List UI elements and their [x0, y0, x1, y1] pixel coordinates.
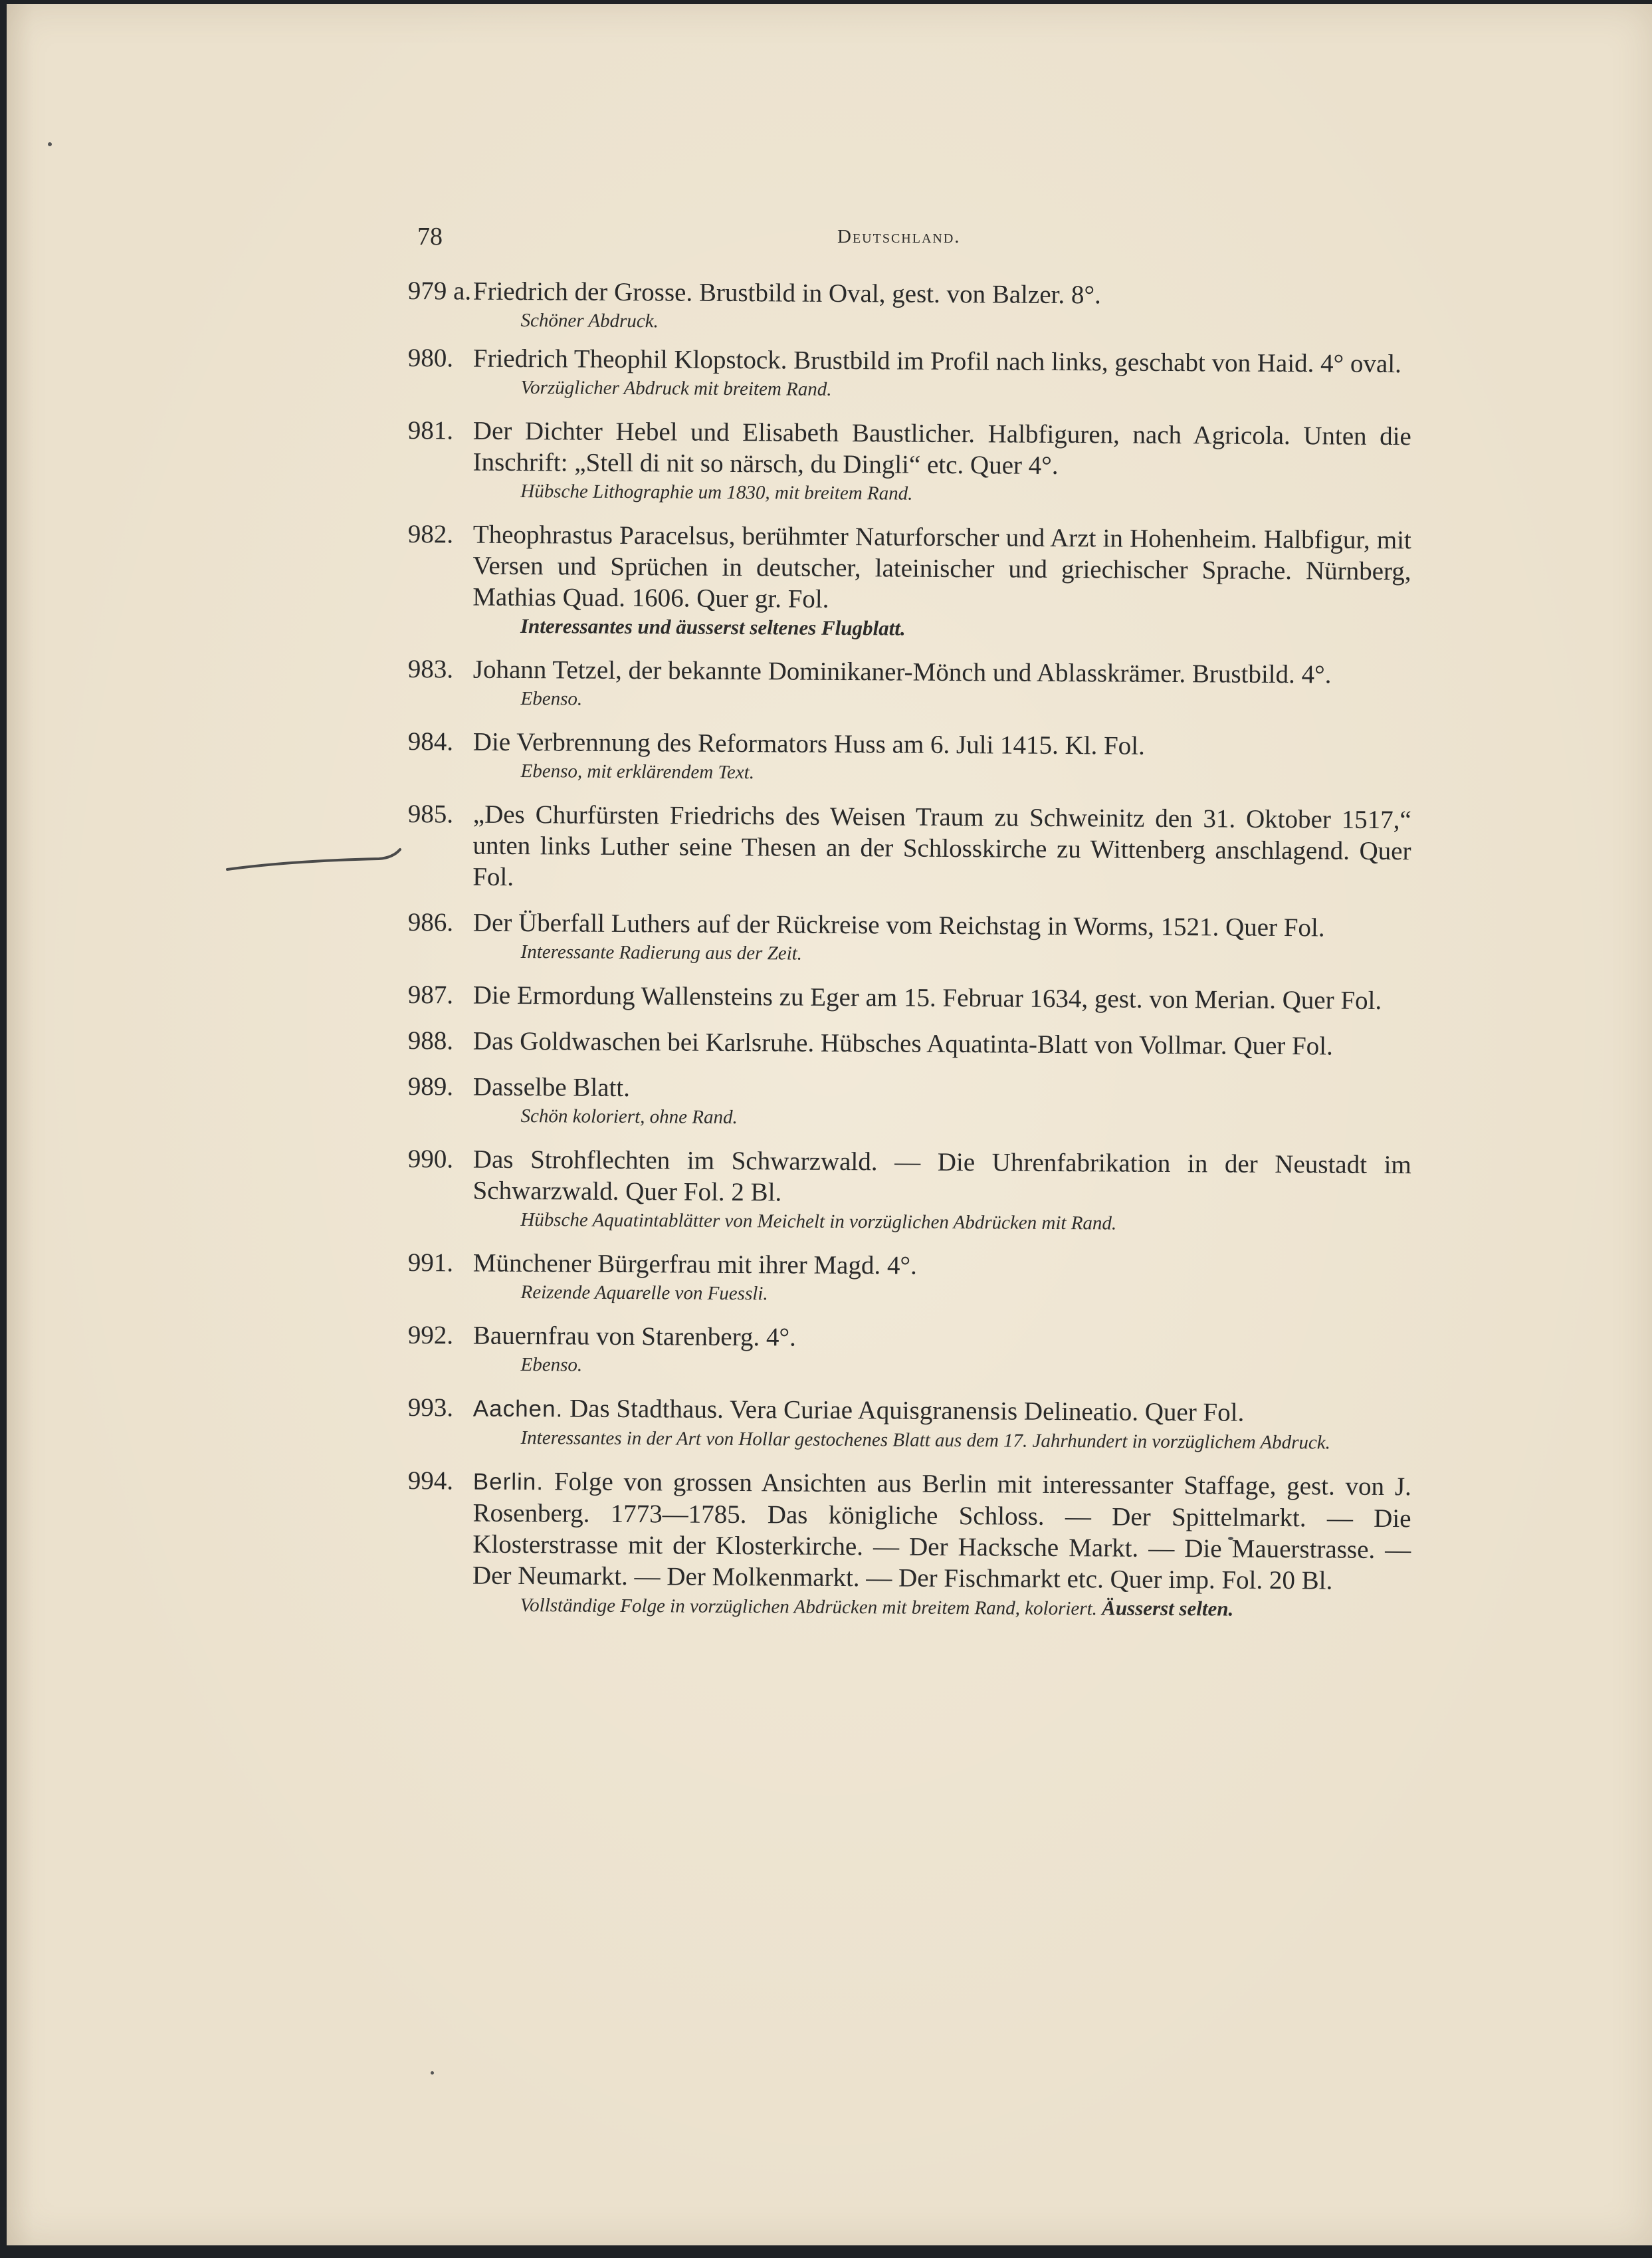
entry-text: Der Dichter Hebel und Elisabeth Baustlicher. Halbfiguren, nach Agricola. Unten die Inschrift: „Stell di nit so närsch, du Dingli“ etc. Quer 4°.: [472, 416, 1411, 480]
entry-note: Ebenso.: [520, 1354, 583, 1376]
entry-text: Das Strohflechten im Schwarzwald. — Die Uhrenfabrikation in der Neustadt im Schwarzwald. Quer Fol. 2 Bl.: [472, 1145, 1411, 1207]
catalog-entry: [407, 275, 1411, 339]
catalog-entry: [407, 1247, 1411, 1311]
catalog-entry: [407, 1465, 1411, 1624]
entry-number: 989.: [407, 1072, 454, 1101]
catalog-entry: [407, 1392, 1411, 1456]
entry-number: 992.: [407, 1321, 454, 1350]
entry-number: 987.: [407, 980, 454, 1010]
catalog-entry: [408, 979, 1411, 1016]
catalog-entry: [407, 726, 1411, 790]
catalog-entry: [407, 415, 1411, 510]
entry-text-block: [473, 1393, 1411, 1430]
entry-text: Münchener Bürgerfrau mit ihrer Magd. 4°.: [472, 1248, 917, 1280]
entry-text: Der Überfall Luthers auf der Rückreise vom Reichstag in Worms, 1521. Quer Fol.: [472, 908, 1325, 943]
entry-number: 980.: [407, 343, 454, 373]
entry-note: Vollständige Folge in vorzüglichen Abdrücken mit breitem Rand, koloriert.: [520, 1595, 1098, 1620]
page-number: 78: [417, 223, 443, 251]
running-head: Deutschland.: [837, 226, 961, 247]
entry-note: Hübsche Aquatintablätter von Meichelt in vorzüglichen Abdrücken mit Rand.: [520, 1209, 1117, 1234]
entry-note: Ebenso.: [520, 688, 583, 710]
entry-note: Interessante Radierung aus der Zeit.: [520, 941, 803, 964]
book-page: [7, 4, 1652, 2245]
entry-number: 983.: [407, 654, 454, 684]
entry-number: 979 a.: [407, 276, 472, 306]
entry-note-block: [472, 1591, 1411, 1625]
catalog-entry: [407, 1319, 1411, 1383]
entry-note: Hübsche Lithographie um 1830, mit breitem Rand.: [520, 481, 913, 505]
catalog-entry: [407, 798, 1411, 898]
entry-number: 986.: [407, 908, 454, 937]
entry-number: 994.: [407, 1466, 454, 1496]
entry-text: Das Goldwaschen bei Karlsruhe. Hübsches Aquatinta-Blatt von Vollmar. Quer Fol.: [472, 1026, 1333, 1061]
entry-note: Reizende Aquarelle von Fuessli.: [520, 1282, 768, 1305]
entry-number: 985.: [407, 800, 454, 829]
catalog-entry: [407, 907, 1411, 970]
entry-place: Aachen.: [472, 1395, 564, 1422]
entry-number: 993.: [407, 1393, 454, 1422]
entry-text: Theophrastus Paracelsus, berühmter Naturforscher und Arzt in Hohenheim. Halbfigur, mit Versen und Sprüchen in deutscher, lateinischer und griechischer Sprache. Nürnberg, Mathias Quad. 1606. Quer gr. Fol.: [472, 520, 1411, 614]
catalog-entry: [407, 653, 1411, 717]
entry-text: Johann Tetzel, der bekannte Dominikaner-Mönch und Ablasskrämer. Brustbild. 4°.: [472, 655, 1332, 689]
pencil-mark: [226, 847, 405, 873]
entry-number: 991.: [407, 1248, 454, 1278]
entry-text: Die Verbrennung des Reformators Huss am 6. Juli 1415. Kl. Fol.: [472, 727, 1145, 760]
entry-text: Das Stadthaus. Vera Curiae Aquisgranensis Delineatio. Quer Fol.: [569, 1394, 1245, 1427]
entry-number: 982.: [407, 520, 454, 549]
ink-speck: [431, 2071, 434, 2075]
entry-text: Die Ermordung Wallensteins zu Eger am 15. Februar 1634, gest. von Merian. Quer Fol.: [472, 980, 1382, 1015]
entry-note-emphasis: Äusserst selten.: [1102, 1596, 1234, 1621]
entry-note: Schöner Abdruck.: [520, 310, 659, 332]
entry-number: 981.: [407, 416, 454, 445]
entry-text: „Des Churfürsten Friedrichs des Weisen Traum zu Schweinitz den 31. Oktober 1517,“ unten links Luther seine Thesen an der Schlosskirche zu Wittenberg anschlagend. Quer Fol.: [472, 800, 1411, 891]
entry-text: Friedrich der Grosse. Brustbild in Oval, gest. von Balzer. 8°.: [472, 277, 1101, 310]
entry-text: Folge von grossen Ansichten aus Berlin mit interessanter Staffage, gest. von J. Rosenberg. 1773—1785. Das königliche Schloss. — Der Spittelmarkt. — Die Klosterstrasse mit der Klosterkirche. — Der Hacksche Markt. — Die Mauerstrasse. — Der Neumarkt. — Der Molkenmarkt. — Der Fischmarkt etc. Quer imp. Fol. 20 Bl.: [472, 1467, 1411, 1595]
catalog-entry: [407, 518, 1411, 645]
catalog-entry: [407, 1071, 1411, 1135]
catalog-entry: [408, 1025, 1411, 1062]
entry-note: Interessantes und äusserst seltenes Flugblatt.: [520, 614, 906, 640]
entry-note: Schön koloriert, ohne Rand.: [520, 1105, 738, 1129]
entry-text: Bauernfrau von Starenberg. 4°.: [472, 1321, 796, 1352]
entry-note: Ebenso, mit erklärendem Text.: [520, 760, 755, 784]
ink-speck: [48, 142, 52, 146]
entry-number: 984.: [407, 727, 454, 756]
entry-note: Interessantes in der Art von Hollar gestochenes Blatt aus dem 17. Jahrhundert in vorzüglichem Abdruck.: [520, 1427, 1331, 1454]
entry-text: Friedrich Theophil Klopstock. Brustbild im Profil nach links, geschabt von Haid. 4° oval.: [472, 344, 1401, 379]
entry-note: Vorzüglicher Abdruck mit breitem Rand.: [520, 377, 832, 400]
entry-number: 990.: [407, 1145, 454, 1174]
catalog-entry: [407, 1143, 1411, 1238]
entry-text: Dasselbe Blatt.: [472, 1072, 631, 1103]
catalog-entry: [407, 342, 1411, 406]
entry-number: 988.: [407, 1026, 454, 1056]
entry-text-block: [472, 1466, 1411, 1597]
entry-place: Berlin.: [472, 1468, 544, 1496]
catalog-entries: [408, 275, 1411, 1633]
page-header: [417, 222, 1401, 255]
